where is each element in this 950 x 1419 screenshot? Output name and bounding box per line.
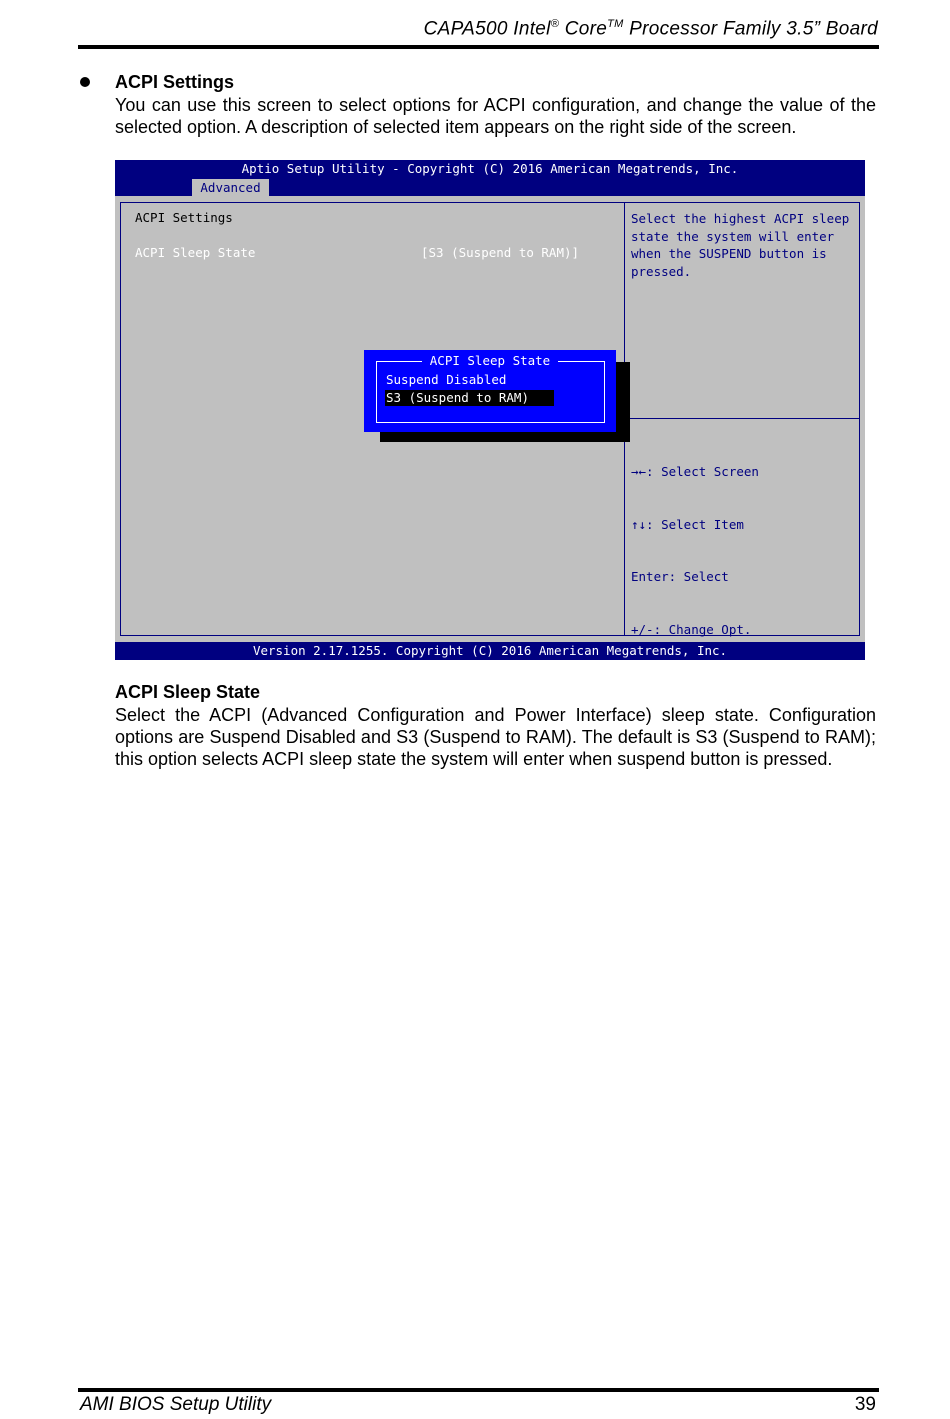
subsection-description: Select the ACPI (Advanced Configuration and Power Interface) sleep state. Configuration options are Suspend Disabled and S3 (Suspend to RAM). The default is S3 (Suspend to RAM); this option selects ACPI sleep state the system will enter when suspend button is pressed. (115, 705, 876, 769)
acpi-sleep-state-option[interactable]: ACPI Sleep State (135, 245, 256, 260)
bios-version-bar: Version 2.17.1255. Copyright (C) 2016 American Megatrends, Inc. (115, 642, 865, 660)
bios-title-bar (115, 160, 865, 196)
footer-title: AMI BIOS Setup Utility (80, 1394, 272, 1415)
page-header (78, 18, 878, 40)
bios-screenshot (115, 160, 865, 660)
subsection-title: ACPI Sleep State (115, 682, 261, 702)
tab-advanced[interactable]: Advanced (192, 179, 269, 196)
bios-page-heading: ACPI Settings (135, 210, 233, 225)
header-title-part2: Core (559, 18, 608, 40)
key-change-opt: +/-: Change Opt. (631, 621, 752, 637)
header-rule (78, 45, 879, 49)
section-title: ACPI Settings (115, 72, 235, 92)
popup-option-s3-suspend-to-ram[interactable]: S3 (Suspend to RAM) (385, 390, 554, 406)
key-select-screen: →←: Select Screen (631, 464, 759, 479)
registered-mark: ® (550, 18, 560, 30)
page-number: 39 (854, 1394, 876, 1415)
acpi-sleep-state-value[interactable]: [S3 (Suspend to RAM)] (421, 245, 580, 260)
header-title-part3: Processor Family 3.5” Board (623, 18, 878, 40)
trademark-mark: TM (607, 18, 624, 30)
footer-rule (78, 1388, 879, 1392)
key-select-item: ↑↓: Select Item (631, 516, 744, 532)
bios-help-text: Select the highest ACPI sleep state the system will enter when the SUSPEND button is pressed. (631, 211, 850, 279)
popup-title: ACPI Sleep State (364, 353, 616, 368)
header-title-part1: CAPA500 Intel (423, 18, 551, 40)
bios-key-legend (631, 428, 797, 660)
bios-divider-horizontal (625, 418, 859, 419)
bios-title-text: Aptio Setup Utility - Copyright (C) 2016 American Megatrends, Inc. (241, 161, 739, 176)
section-description: You can use this screen to select options for ACPI configuration, and change the value of the selected option. A description of selected item appears on the right side of the screen. (115, 95, 876, 137)
popup-option-suspend-disabled[interactable]: Suspend Disabled (386, 372, 507, 387)
acpi-sleep-state-popup (364, 350, 616, 432)
bullet-icon (80, 77, 90, 87)
key-enter-select: Enter: Select (631, 569, 729, 584)
